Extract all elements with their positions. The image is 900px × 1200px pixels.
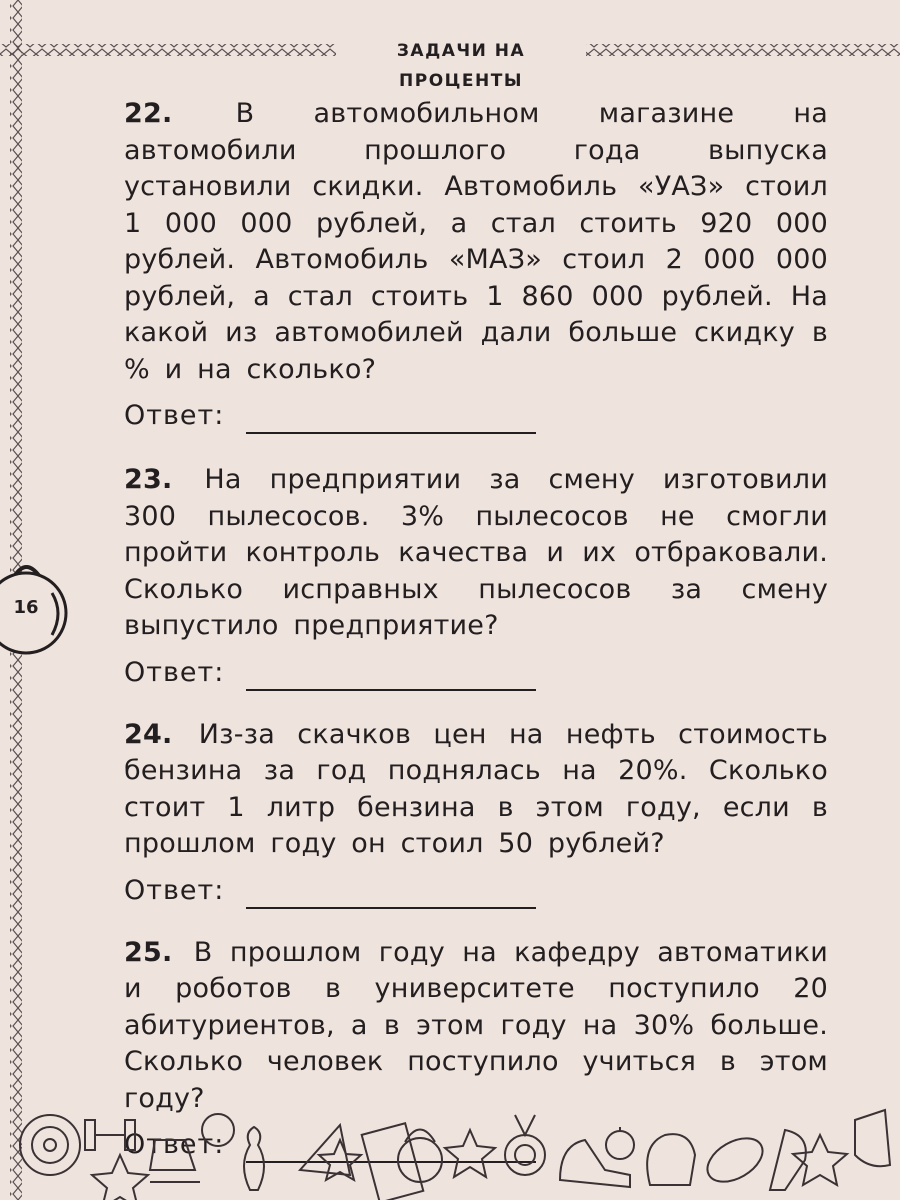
problem-number: 23. xyxy=(124,464,173,495)
bowling-pin-icon xyxy=(244,1127,264,1190)
problem-number: 24. xyxy=(124,718,173,750)
problem-text xyxy=(124,717,828,863)
page-number: 16 xyxy=(13,597,39,618)
answer-label: Ответ: xyxy=(124,874,225,906)
answer-label: Ответ: xyxy=(124,656,225,688)
stopwatch-icon xyxy=(606,1127,634,1159)
star-icon xyxy=(445,1130,495,1177)
sports-doodles xyxy=(0,1100,900,1200)
problem-number: 25. xyxy=(124,936,173,968)
problem-body: Из-за скачков цен на нефть стоимость бензина за год поднялась на 20%. Сколько стоит 1 литр бензина в этом году, если в прошлом году он стоил 50 рублей? xyxy=(124,718,828,859)
football-icon xyxy=(700,1129,770,1190)
answer-field[interactable] xyxy=(246,661,536,691)
glove-icon xyxy=(647,1134,695,1185)
answer-row xyxy=(124,651,828,691)
star-icon xyxy=(92,1155,148,1200)
kettlebell-icon xyxy=(398,1130,442,1183)
problem-body: В прошлом году на кафедру автоматики и роботов в университете поступило 20 абитуриентов, а в этом году на 30% больше. Сколько человек поступило учиться в этом году? xyxy=(124,936,828,1114)
answer-field[interactable] xyxy=(246,404,536,434)
sneaker-icon xyxy=(560,1140,630,1187)
answer-label: Ответ: xyxy=(124,400,225,431)
answer-row xyxy=(124,394,828,434)
pennant-icon xyxy=(300,1125,350,1175)
problem-body: На предприятии за смену изготовили 300 пылесосов. 3% пылесосов не смогли пройти контроль качества и их отбраковали. Сколько исправных пылесосов за смену выпустило предприятие? xyxy=(124,464,828,641)
answer-row xyxy=(124,869,828,909)
horn-icon xyxy=(855,1110,890,1166)
problem-number: 22. xyxy=(124,98,173,129)
medal-icon xyxy=(505,1115,545,1175)
answer-field[interactable] xyxy=(246,879,536,909)
problems-list xyxy=(124,96,828,1163)
problem-text xyxy=(124,96,828,388)
problem-24 xyxy=(124,717,828,909)
ruler-icon xyxy=(362,1123,424,1200)
star-icon xyxy=(793,1135,847,1185)
problem-body: В автомобильном магазине на автомобили прошлого года выпуска установили скидки. Автомобиль «УАЗ» стоил 1 000 000 рублей, а стал стоить 920 000 рублей. Автомобиль «МАЗ» стоил 2 000 000 рублей, а стал стоить 1 860 000 рублей. На какой из автомобилей дали больше скидку в % и на сколько? xyxy=(124,98,828,385)
answer-label: Ответ: xyxy=(124,1129,225,1160)
section-title: ЗАДАЧИ НА ПРОЦЕНТЫ xyxy=(336,36,586,66)
dumbbell-icon xyxy=(85,1120,135,1150)
ball-icon xyxy=(202,1114,234,1146)
problem-text xyxy=(124,462,828,645)
ring-target-icon xyxy=(20,1115,80,1175)
skate-icon xyxy=(150,1140,200,1182)
problem-23 xyxy=(124,462,828,691)
problem-22 xyxy=(124,96,828,434)
problem-text xyxy=(124,935,828,1118)
